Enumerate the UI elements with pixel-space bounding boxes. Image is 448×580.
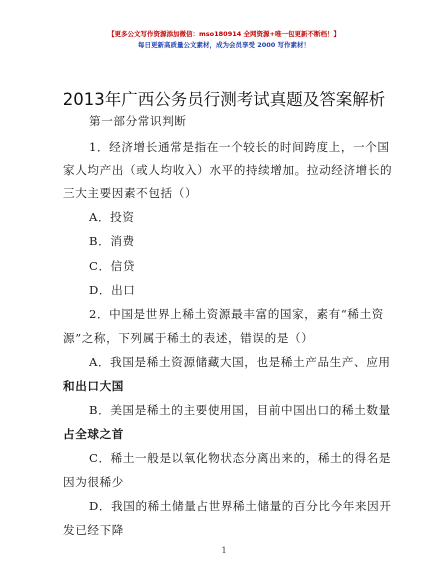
q1-option-c: C．信贷 bbox=[89, 259, 136, 273]
section-heading: 第一部分常识判断 bbox=[89, 114, 187, 128]
q2-option-a-line-1: A．我国是稀土资源储藏大国，也是稀土产品生产、应用 bbox=[89, 355, 391, 369]
q2-option-b-line-2: 占全球之首 bbox=[63, 427, 124, 441]
q1-option-b: B．消费 bbox=[89, 234, 135, 248]
promo-banner-line-2: 每日更新高质量公文素材，成为会员享受 2000 写作素材！ bbox=[137, 41, 311, 49]
q1-text-line-1: 1．经济增长通常是指在一个较长的时间跨度上，一个国 bbox=[89, 140, 390, 154]
page-number: 1 bbox=[221, 546, 227, 555]
q1-option-a: A．投资 bbox=[89, 210, 135, 224]
q1-option-d: D．出口 bbox=[89, 283, 136, 297]
q2-text-line-1: 2．中国是世界上稀土资源最丰富的国家，素有“稀土资 bbox=[89, 307, 384, 321]
q2-option-c-line-2: 因为很稀少 bbox=[63, 475, 124, 489]
promo-banner-line-1: 【更多公文写作资源添加微信：mso180914 全网资源+唯一包更新不断档！】 bbox=[108, 30, 340, 38]
q1-text-line-3: 三大主要因素不包括（） bbox=[63, 186, 198, 200]
q2-option-d-line-2: 发已经下降 bbox=[63, 523, 124, 537]
q2-option-b-line-1: B．美国是稀土的主要使用国，目前中国出口的稀土数量 bbox=[89, 403, 391, 417]
q2-option-c-line-1: C．稀土一般是以氧化物状态分离出来的，稀土的得名是 bbox=[89, 451, 392, 465]
document-title: 2013年广西公务员行测考试真题及答案解析 bbox=[62, 90, 386, 109]
q2-text-line-2: 源”之称，下列属于稀土的表述，错误的是（） bbox=[63, 331, 314, 345]
q2-option-d-line-1: D．我国的稀土储量占世界稀土储量的百分比今年来因开 bbox=[89, 499, 392, 513]
q1-text-line-2: 家人均产出（或人均收入）水平的持续增加。拉动经济增长的 bbox=[63, 163, 393, 177]
q2-option-a-line-2: 和出口大国 bbox=[63, 379, 124, 393]
